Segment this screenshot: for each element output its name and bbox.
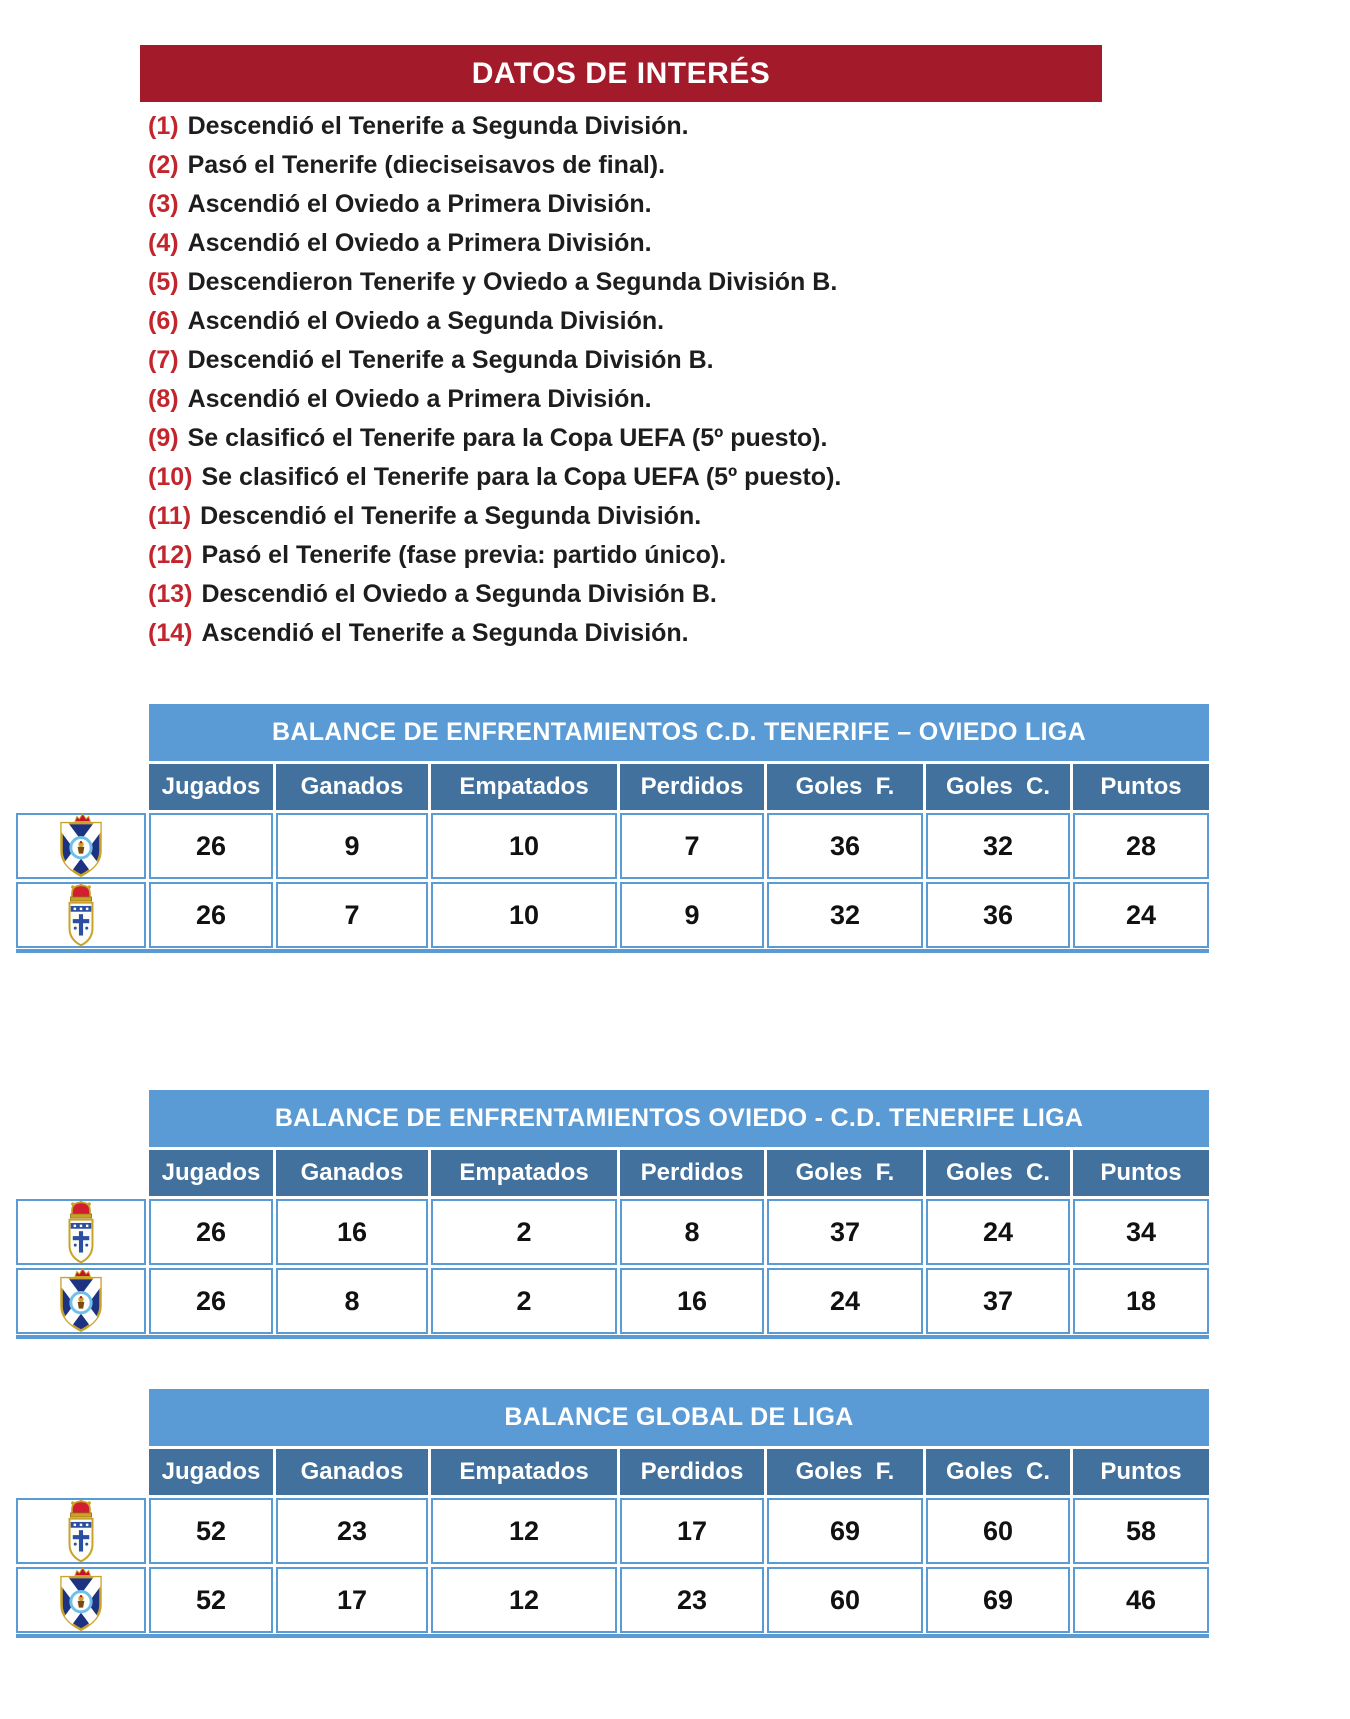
- stat-cell: 52: [149, 1567, 273, 1633]
- table-title: BALANCE DE ENFRENTAMIENTOS OVIEDO - C.D. TENERIFE LIGA: [149, 1090, 1209, 1147]
- stat-cell: 17: [620, 1498, 764, 1564]
- list-item: [148, 458, 841, 497]
- list-item: [148, 107, 841, 146]
- note-number: (8): [148, 385, 179, 413]
- stat-cell: 2: [431, 1199, 617, 1265]
- stat-cell: 37: [926, 1268, 1070, 1334]
- table-balance-global: [16, 1389, 1209, 1633]
- oviedo-crest-icon: [58, 1495, 104, 1567]
- column-header-goles-f: Goles F.: [767, 1449, 923, 1495]
- team-cell-tenerife: [16, 1268, 146, 1334]
- list-item: [148, 302, 841, 341]
- tenerife-crest-icon: [55, 1268, 107, 1334]
- note-number: (10): [148, 463, 193, 491]
- list-item: [148, 146, 841, 185]
- stat-cell: 10: [431, 813, 617, 879]
- note-number: (14): [148, 619, 193, 647]
- column-header-jugados: Jugados: [149, 1449, 273, 1495]
- oviedo-crest-icon: [58, 879, 104, 951]
- table-title: BALANCE DE ENFRENTAMIENTOS C.D. TENERIFE – OVIEDO LIGA: [149, 704, 1209, 761]
- note-text: Descendió el Tenerife a Segunda División.: [200, 502, 702, 530]
- stat-cell: 23: [620, 1567, 764, 1633]
- stat-cell: 2: [431, 1268, 617, 1334]
- stat-cell: 8: [620, 1199, 764, 1265]
- list-item: [148, 614, 841, 653]
- stat-cell: 18: [1073, 1268, 1209, 1334]
- table-bottom-border: [16, 1335, 1209, 1339]
- stat-cell: 28: [1073, 813, 1209, 879]
- column-header-goles-c: Goles C.: [926, 1449, 1070, 1495]
- column-header-ganados: Ganados: [276, 764, 428, 810]
- stat-cell: 17: [276, 1567, 428, 1633]
- note-text: Descendió el Oviedo a Segunda División B.: [201, 580, 717, 608]
- column-header-empatados: Empatados: [431, 764, 617, 810]
- stat-cell: 24: [767, 1268, 923, 1334]
- page-title-banner: [140, 45, 1102, 102]
- stat-cell: 58: [1073, 1498, 1209, 1564]
- page-title: DATOS DE INTERÉS: [471, 56, 771, 90]
- note-number: (6): [148, 307, 179, 335]
- stat-cell: 12: [431, 1567, 617, 1633]
- column-header-jugados: Jugados: [149, 764, 273, 810]
- stat-cell: 32: [926, 813, 1070, 879]
- note-number: (11): [148, 502, 192, 530]
- note-text: Se clasificó el Tenerife para la Copa UEFA (5º puesto).: [201, 463, 842, 491]
- note-number: (4): [148, 229, 179, 257]
- column-header-puntos: Puntos: [1073, 764, 1209, 810]
- note-text: Se clasificó el Tenerife para la Copa UEFA (5º puesto).: [187, 424, 828, 452]
- column-header-perdidos: Perdidos: [620, 1449, 764, 1495]
- list-item: [148, 224, 841, 263]
- stat-cell: 60: [767, 1567, 923, 1633]
- column-header-perdidos: Perdidos: [620, 1150, 764, 1196]
- team-cell-oviedo: [16, 882, 146, 948]
- list-item: [148, 380, 841, 419]
- table-bottom-border: [16, 949, 1209, 953]
- stat-cell: 9: [620, 882, 764, 948]
- stat-cell: 26: [149, 882, 273, 948]
- column-header-empatados: Empatados: [431, 1449, 617, 1495]
- stat-cell: 16: [276, 1199, 428, 1265]
- note-text: Ascendió el Oviedo a Primera División.: [187, 385, 652, 413]
- stat-cell: 36: [767, 813, 923, 879]
- note-text: Ascendió el Oviedo a Segunda División.: [187, 307, 665, 335]
- note-text: Pasó el Tenerife (dieciseisavos de final).: [187, 151, 666, 179]
- note-number: (7): [148, 346, 179, 374]
- note-text: Ascendió el Oviedo a Primera División.: [187, 190, 652, 218]
- stat-cell: 36: [926, 882, 1070, 948]
- stat-cell: 69: [767, 1498, 923, 1564]
- column-header-ganados: Ganados: [276, 1449, 428, 1495]
- stat-cell: 69: [926, 1567, 1070, 1633]
- oviedo-crest-icon: [58, 1196, 104, 1268]
- note-text: Descendió el Tenerife a Segunda División.: [187, 112, 689, 140]
- tenerife-crest-icon: [55, 813, 107, 879]
- list-item: [148, 497, 841, 536]
- stat-cell: 23: [276, 1498, 428, 1564]
- note-text: Ascendió el Oviedo a Primera División.: [187, 229, 652, 257]
- stat-cell: 24: [1073, 882, 1209, 948]
- note-number: (1): [148, 112, 179, 140]
- table-bottom-border: [16, 1634, 1209, 1638]
- list-item: [148, 263, 841, 302]
- stat-cell: 26: [149, 813, 273, 879]
- note-number: (5): [148, 268, 179, 296]
- table-oviedo-tenerife: [16, 1090, 1209, 1334]
- team-cell-oviedo: [16, 1199, 146, 1265]
- team-cell-tenerife: [16, 813, 146, 879]
- stat-cell: 34: [1073, 1199, 1209, 1265]
- column-header-goles-f: Goles F.: [767, 1150, 923, 1196]
- column-header-goles-f: Goles F.: [767, 764, 923, 810]
- column-header-empatados: Empatados: [431, 1150, 617, 1196]
- note-number: (2): [148, 151, 179, 179]
- note-text: Pasó el Tenerife (fase previa: partido único).: [201, 541, 727, 569]
- tenerife-crest-icon: [55, 1567, 107, 1633]
- stat-cell: 60: [926, 1498, 1070, 1564]
- note-number: (12): [148, 541, 193, 569]
- stat-cell: 52: [149, 1498, 273, 1564]
- note-number: (13): [148, 580, 193, 608]
- column-header-goles-c: Goles C.: [926, 764, 1070, 810]
- column-header-ganados: Ganados: [276, 1150, 428, 1196]
- list-item: [148, 341, 841, 380]
- stat-cell: 32: [767, 882, 923, 948]
- list-item: [148, 575, 841, 614]
- stat-cell: 16: [620, 1268, 764, 1334]
- stat-cell: 8: [276, 1268, 428, 1334]
- list-item: [148, 536, 841, 575]
- notes-list: [148, 107, 841, 653]
- table-title: BALANCE GLOBAL DE LIGA: [149, 1389, 1209, 1446]
- stat-cell: 24: [926, 1199, 1070, 1265]
- stat-cell: 7: [276, 882, 428, 948]
- team-cell-tenerife: [16, 1567, 146, 1633]
- stat-cell: 7: [620, 813, 764, 879]
- list-item: [148, 419, 841, 458]
- stat-cell: 26: [149, 1199, 273, 1265]
- stat-cell: 10: [431, 882, 617, 948]
- note-text: Descendieron Tenerife y Oviedo a Segunda División B.: [187, 268, 838, 296]
- note-text: Descendió el Tenerife a Segunda División B.: [187, 346, 714, 374]
- column-header-goles-c: Goles C.: [926, 1150, 1070, 1196]
- column-header-puntos: Puntos: [1073, 1449, 1209, 1495]
- column-header-jugados: Jugados: [149, 1150, 273, 1196]
- column-header-puntos: Puntos: [1073, 1150, 1209, 1196]
- stat-cell: 26: [149, 1268, 273, 1334]
- stat-cell: 46: [1073, 1567, 1209, 1633]
- stat-cell: 37: [767, 1199, 923, 1265]
- list-item: [148, 185, 841, 224]
- stat-cell: 12: [431, 1498, 617, 1564]
- note-number: (3): [148, 190, 179, 218]
- table-tenerife-oviedo: [16, 704, 1209, 948]
- stat-cell: 9: [276, 813, 428, 879]
- note-text: Ascendió el Tenerife a Segunda División.: [201, 619, 689, 647]
- note-number: (9): [148, 424, 179, 452]
- column-header-perdidos: Perdidos: [620, 764, 764, 810]
- team-cell-oviedo: [16, 1498, 146, 1564]
